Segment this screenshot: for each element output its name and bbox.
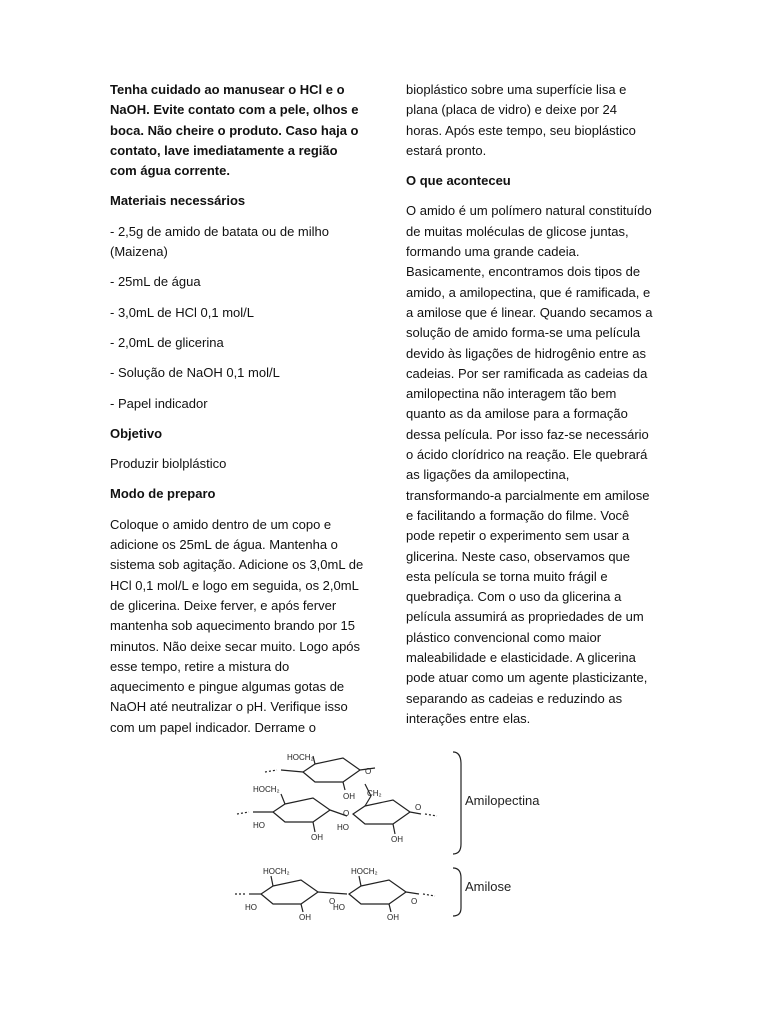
material-item: - 2,0mL de glicerina xyxy=(110,334,224,350)
oxygen-label: O xyxy=(365,767,372,776)
method-text: Coloque o amido dentro de um copo e adicione os 25mL de água. Mantenha o sistema sob agitação. Adicione os 3,0mL de HCl 0,1 mol/L e logo em seguida, os 2,0mL de glicerina. Deixe ferver, e após ferver mantenha sob aquecimento brando por 15 minutos. Não deixe secar muito. Logo após esse tempo, retire a mistura do aquecimento e pingue algumas gotas de NaOH até neutralizar o pH. Verifique isso com um papel indicador. Derrame o xyxy=(110,516,364,735)
starch-structure-figure xyxy=(225,744,555,924)
method-heading: Modo de preparo xyxy=(110,486,216,502)
safety-warning: Tenha cuidado ao manusear o HCl e o NaOH. Evite contato com a pele, olhos e boca. Não cheire o produto. Caso haja o contato, lave imediatamente a região com água corrente. xyxy=(110,82,359,179)
objective-text: Produzir biolplástico xyxy=(110,456,227,472)
amilopectina-label: Amilopectina xyxy=(465,793,540,808)
oxygen-label: O xyxy=(411,897,418,906)
oh-group-label: OH xyxy=(311,833,323,842)
ho-group-label: HO xyxy=(337,823,349,832)
method-text-continued: bioplástico sobre uma superfície lisa e plana (placa de vidro) e deixe por 24 horas. Após este tempo, seu bioplástico estará pronto. xyxy=(406,82,636,158)
glucose-ring xyxy=(353,800,410,824)
material-item: - 2,5g de amido de batata ou de milho (Maizena) xyxy=(110,223,329,260)
amilopectina-bracket xyxy=(453,752,461,854)
glucose-ring xyxy=(261,880,318,904)
hoch2-group-label: HOCH₂ xyxy=(351,867,378,876)
oxygen-label: O xyxy=(415,803,422,812)
starch-structure-diagram xyxy=(225,744,555,924)
hoch2-group-label: HOCH₂ xyxy=(263,867,290,876)
material-item: - 25mL de água xyxy=(110,274,201,290)
material-item: - 3,0mL de HCl 0,1 mol/L xyxy=(110,304,255,320)
amilose-bracket xyxy=(453,868,461,916)
oh-group-label: OH xyxy=(343,792,355,801)
what-happened-text: O amido é um polímero natural constituído de muitas moléculas de glicose juntas, formando uma grande cadeia. Basicamente, encontramos dois tipos de amido, a amilopectina, que é ramificada, e a amilose que é linear. Quando secamos a solução de amido forma-se uma película devido às ligações de hidrogênio entre as cadeias. Por ser ramificada as cadeias da amilopectina não interagem tão bem quanto as da amilose para a formação dessa película. Por isso faz-se necessário o ácido clorídrico na reação. Ele quebrará as ligações da amilopectina, transformando-a parcialmente em amilose e facilitando a formação do filme. Você pode repetir o experimento sem usar a glicerina. Neste caso, observamos que esta película se torna muito frágil e quebradiça. Com o uso da glicerina a película assumirá as propriedades de um plástico convencional como maior maleabilidade e elasticidade. A glicerina pode atuar como um agente plasticizante, separando as cadeias e reduzindo as interações entre elas. xyxy=(406,203,653,726)
material-item: - Solução de NaOH 0,1 mol/L xyxy=(110,365,280,381)
right-column xyxy=(406,80,654,739)
oh-group-label: OH xyxy=(299,913,311,922)
oxygen-label: O xyxy=(343,809,350,818)
what-happened-heading: O que aconteceu xyxy=(406,173,511,189)
ch2-group-label: CH₂ xyxy=(367,789,382,798)
hoch2-group-label: HOCH₂ xyxy=(253,785,280,794)
oh-group-label: OH xyxy=(391,835,403,844)
ho-group-label: HO xyxy=(253,821,265,830)
hoch2-group-label: HOCH₂ xyxy=(287,753,314,762)
ho-group-label: HO xyxy=(245,903,257,912)
ho-group-label: HO xyxy=(333,903,345,912)
glucose-ring xyxy=(349,880,406,904)
oh-group-label: OH xyxy=(387,913,399,922)
left-column xyxy=(110,80,365,748)
amilose-label: Amilose xyxy=(465,879,512,894)
objective-heading: Objetivo xyxy=(110,425,163,441)
glucose-ring xyxy=(273,798,330,822)
material-item: - Papel indicador xyxy=(110,395,208,411)
oxygen-label: O xyxy=(329,897,336,906)
materials-heading: Materiais necessários xyxy=(110,193,246,209)
